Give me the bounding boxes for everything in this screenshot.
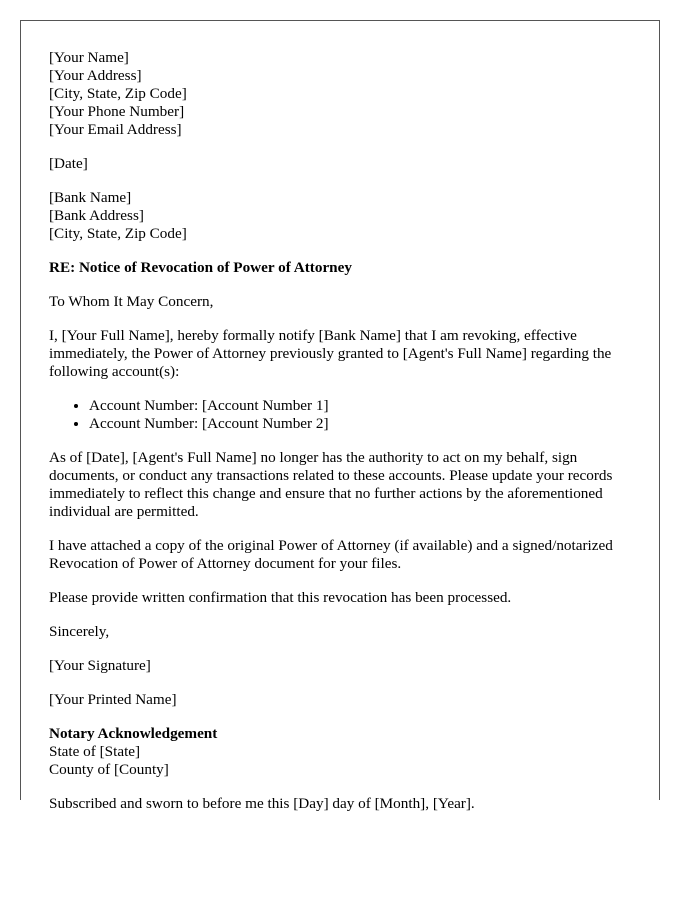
- sender-name: [Your Name]: [49, 49, 129, 66]
- notary-heading: Notary Acknowledgement: [49, 725, 218, 742]
- sender-address: [Your Address]: [49, 67, 142, 84]
- letter-page: [20, 20, 660, 812]
- subject-line: RE: Notice of Revocation of Power of Attorney: [49, 259, 352, 276]
- recipient-block: [49, 189, 631, 243]
- notary-subscribed: Subscribed and sworn to before me this [Day] day of [Month], [Year].: [49, 795, 475, 812]
- recipient-bank-name: [Bank Name]: [49, 189, 132, 206]
- list-item: • Account Number: [Account Number 1]: [89, 397, 631, 415]
- letter-date: [Date]: [49, 155, 88, 172]
- date-line: [49, 155, 631, 173]
- attached-paragraph: I have attached a copy of the original Power of Attorney (if available) and a signed/notarized Revocation of Power of Attorney document for your files.: [49, 537, 613, 572]
- authority-paragraph: As of [Date], [Agent's Full Name] no longer has the authority to act on my behalf, sign documents, or conduct any transactions related to these accounts. Please update your records immediately to reflect this change and ensure that no further actions by the aforementioned individual are permitted.: [49, 449, 613, 520]
- notary-county: County of [County]: [49, 761, 169, 778]
- recipient-city-state-zip: [City, State, Zip Code]: [49, 225, 187, 242]
- salutation: To Whom It May Concern,: [49, 293, 214, 310]
- sender-phone: [Your Phone Number]: [49, 103, 185, 120]
- notary-state: State of [State]: [49, 743, 141, 760]
- recipient-bank-address: [Bank Address]: [49, 207, 144, 224]
- confirmation-paragraph: Please provide written confirmation that this revocation has been processed.: [49, 589, 512, 606]
- letter-content: [21, 21, 659, 813]
- list-item: • Account Number: [Account Number 2]: [89, 415, 631, 433]
- sender-block: [49, 49, 631, 139]
- signature-placeholder: [Your Signature]: [49, 657, 151, 674]
- valediction: Sincerely,: [49, 623, 110, 640]
- sender-city-state-zip: [City, State, Zip Code]: [49, 85, 187, 102]
- sender-email: [Your Email Address]: [49, 121, 182, 138]
- account-list: [49, 397, 631, 433]
- notary-block: [49, 725, 631, 779]
- notify-paragraph: I, [Your Full Name], hereby formally notify [Bank Name] that I am revoking, effective immediately, the Power of Attorney previously granted to [Agent's Full Name] regarding the following account(s):: [49, 327, 612, 380]
- printed-name-placeholder: [Your Printed Name]: [49, 691, 177, 708]
